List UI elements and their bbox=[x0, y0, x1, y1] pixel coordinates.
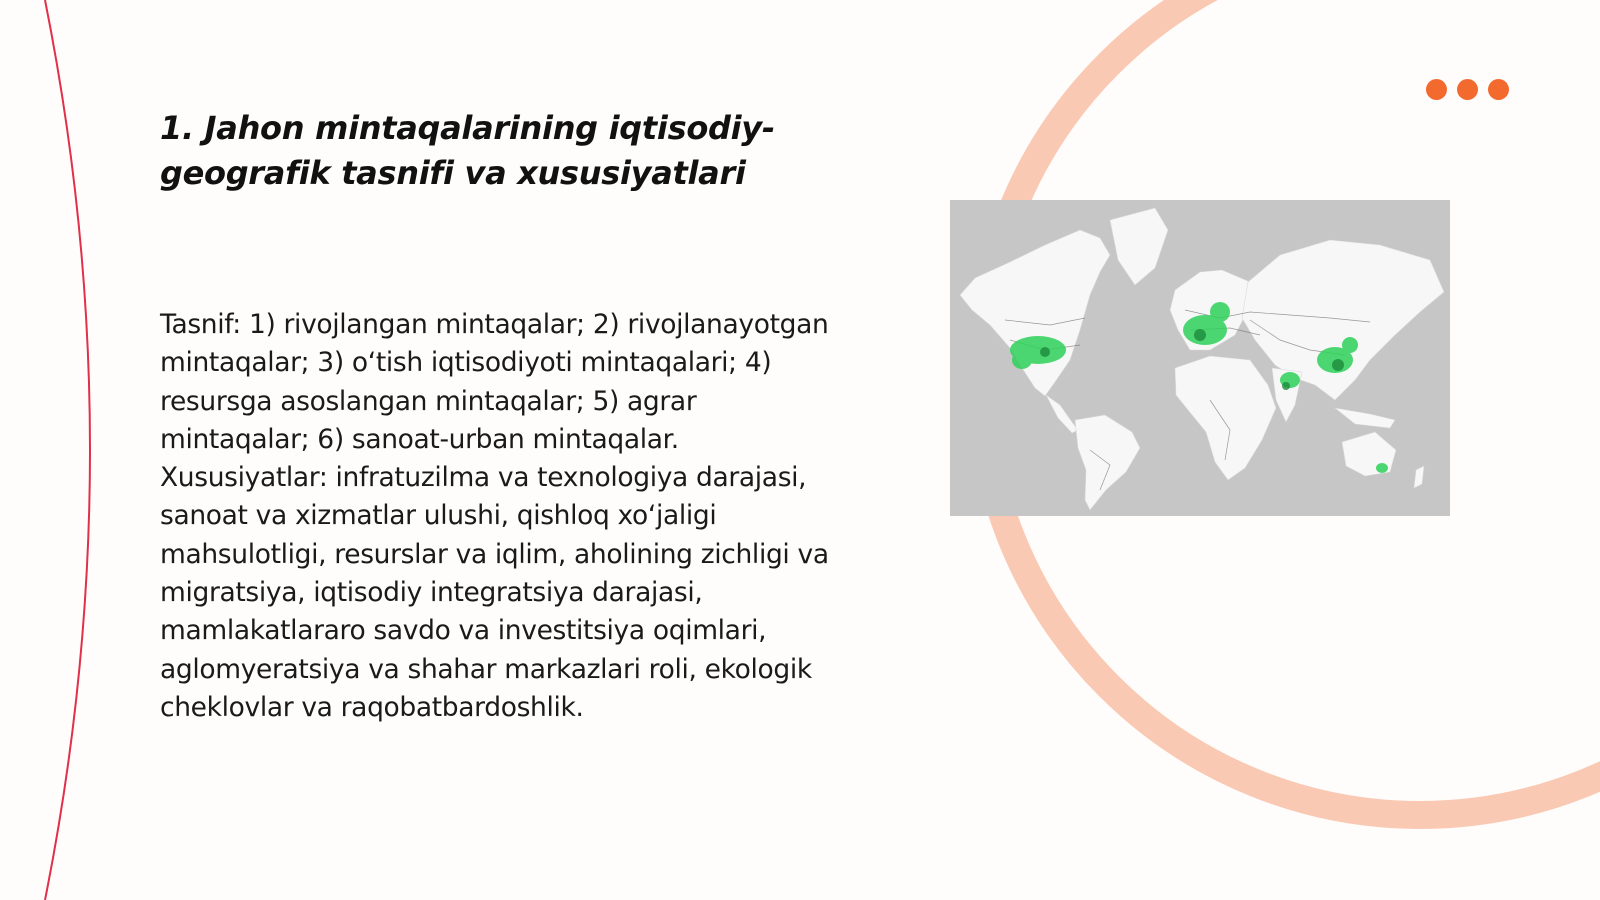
slide-title: 1. Jahon mintaqalarining iqtisodiy-geografik tasnifi va xususiyatlari bbox=[160, 109, 775, 192]
three-dots-icon bbox=[1426, 79, 1509, 101]
world-map-image bbox=[950, 200, 1450, 516]
dot bbox=[1488, 79, 1509, 100]
left-red-curve bbox=[45, 0, 90, 900]
dot bbox=[1426, 79, 1447, 100]
australia-green bbox=[1376, 463, 1388, 473]
world-map-graphic bbox=[950, 200, 1450, 516]
dot bbox=[1457, 79, 1478, 100]
slide-body-text: Tasnif: 1) rivojlangan mintaqalar; 2) rivojlanayotgan mintaqalar; 3) o‘tish iqtisodiyoti mintaqalari; 4) resursga asoslangan mintaqalar; 5) agrar mintaqalar; 6) sanoat-urban mintaqalar. Xususiyatlar: infratuzilma va texnologiya darajasi, sanoat va xizmatlar ulushi, qishloq xo‘jaligi mahsulotligi, resurslar va iqlim, aholining zichligi va migratsiya, iqtisodiy integratsiya darajasi, mamlakatlararo savdo va investitsiya oqimlari, aglomyeratsiya va shahar markazlari roli, ekologik cheklovlar va raqobatbardoshlik. bbox=[160, 309, 829, 723]
